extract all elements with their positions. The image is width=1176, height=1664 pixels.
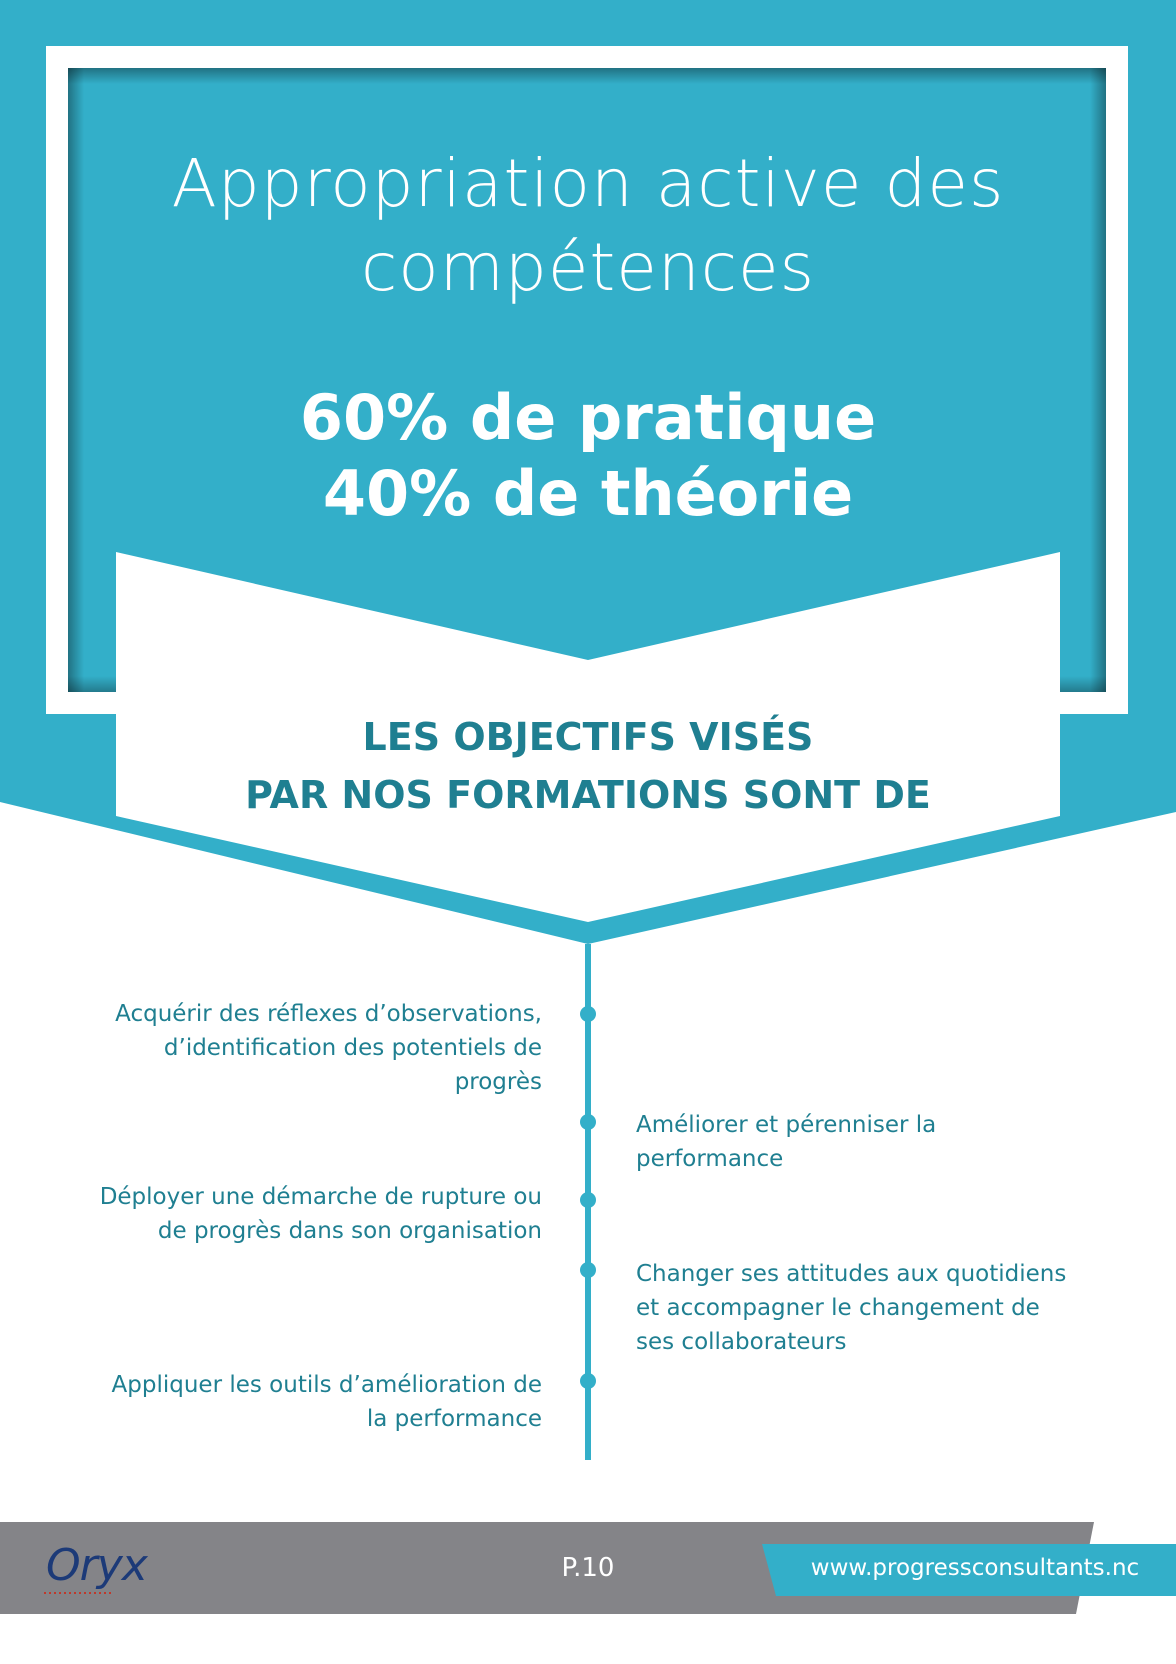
title-line-2: compétences <box>360 229 816 306</box>
objective-item <box>115 997 542 1099</box>
objective-text-line: Améliorer et pérenniser la <box>636 1112 937 1138</box>
timeline-dot <box>580 1192 596 1208</box>
objective-text-line: progrès <box>454 1069 542 1095</box>
ratio-line-theory: 40% de théorie <box>322 457 854 530</box>
oryx-logo: Oryx <box>46 1540 147 1591</box>
timeline-dot <box>580 1006 596 1022</box>
timeline-dot <box>580 1262 596 1278</box>
timeline-dot <box>580 1114 596 1130</box>
objectives-heading <box>116 708 1060 824</box>
objective-text-line: Acquérir des réflexes d’observations, <box>115 1001 542 1027</box>
objective-text-line: Changer ses attitudes aux quotidiens <box>636 1261 1067 1287</box>
objective-item <box>636 1108 936 1176</box>
objective-text-line: performance <box>636 1146 784 1172</box>
page-title <box>90 142 1086 310</box>
ratio-line-practice: 60% de pratique <box>299 381 877 454</box>
practice-theory-ratio <box>90 380 1086 532</box>
objectives-heading-line-2: PAR NOS FORMATIONS SONT DE <box>245 773 931 817</box>
website-link[interactable]: www.progressconsultants.nc <box>810 1555 1140 1581</box>
objective-text-line: Appliquer les outils d’amélioration de <box>111 1372 542 1398</box>
objective-text-line: et accompagner le changement de <box>636 1295 1040 1321</box>
page-number: P.10 <box>561 1553 615 1583</box>
timeline-dot <box>580 1373 596 1389</box>
objective-item <box>100 1180 542 1248</box>
objective-item <box>112 1368 542 1436</box>
objective-text-line: ses collaborateurs <box>636 1329 847 1355</box>
objective-text-line: la performance <box>366 1406 542 1432</box>
objective-text-line: d’identification des potentiels de <box>163 1035 542 1061</box>
objectives-heading-line-1: LES OBJECTIFS VISÉS <box>362 715 814 759</box>
objective-text-line: de progrès dans son organisation <box>157 1218 542 1244</box>
objective-item <box>636 1257 1066 1359</box>
objective-text-line: Déployer une démarche de rupture ou <box>99 1184 542 1210</box>
title-line-1: Appropriation active des <box>171 145 1005 222</box>
